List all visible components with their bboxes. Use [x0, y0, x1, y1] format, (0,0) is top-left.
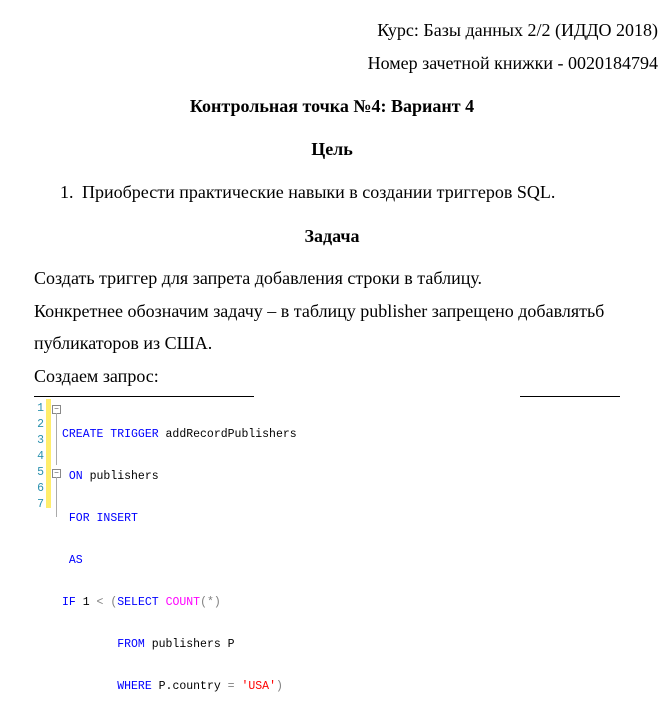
line-number: 6 — [37, 482, 44, 495]
code-line — [62, 679, 297, 695]
code-token: publishers — [82, 470, 159, 483]
code-line — [62, 553, 297, 569]
code-token: ) — [275, 680, 283, 693]
code-token: P.country — [151, 680, 228, 693]
course-line: Курс: Базы данных 2/2 (ИДДО 2018) — [377, 20, 658, 40]
code-token: FOR INSERT — [68, 512, 138, 525]
code-token: COUNT — [158, 596, 201, 609]
code-token: WHERE — [117, 680, 152, 693]
collapse-icon[interactable]: − — [52, 469, 61, 478]
line-number: 2 — [37, 418, 44, 431]
code-token — [62, 680, 117, 693]
underline-right — [520, 396, 620, 397]
line-number-gutter — [32, 401, 44, 513]
code-line — [62, 511, 297, 527]
code-token: FROM — [117, 638, 145, 651]
document-title: Контрольная точка №4: Вариант 4 — [189, 96, 475, 116]
code-token: addRecordPublishers — [158, 428, 297, 441]
code-token: 'USA' — [234, 680, 276, 693]
collapse-icon[interactable]: − — [52, 405, 61, 414]
fold-guide — [56, 413, 57, 465]
line-number: 1 — [37, 402, 44, 415]
code-line — [62, 427, 297, 443]
task-paragraph-4: Создаем запрос: — [34, 366, 159, 386]
change-indicator-bar — [46, 399, 51, 508]
goal-list-item — [60, 182, 555, 203]
code-lines[interactable] — [62, 401, 297, 721]
line-number: 5 — [37, 466, 44, 479]
code-token: ON — [68, 470, 83, 483]
code-token: CREATE TRIGGER — [62, 428, 159, 441]
line-number: 4 — [37, 450, 44, 463]
code-token — [62, 638, 117, 651]
code-token: (*) — [200, 596, 221, 609]
line-number: 3 — [37, 434, 44, 447]
code-token: SELECT — [117, 596, 159, 609]
task-heading: Задача — [304, 226, 360, 246]
goal-heading: Цель — [311, 139, 353, 159]
code-token: publishers P — [144, 638, 235, 651]
code-line — [62, 595, 297, 611]
code-token: 1 — [75, 596, 97, 609]
code-token: = — [227, 680, 235, 693]
code-token: ( — [103, 596, 118, 609]
line-number: 7 — [37, 498, 44, 511]
task-paragraph-2: Конкретнее обозначим задачу – в таблицу publisher запрещено добавлятьб — [34, 301, 605, 321]
list-number: 1. — [60, 182, 74, 202]
code-line — [62, 469, 297, 485]
code-token: IF — [62, 596, 76, 609]
fold-guide — [56, 477, 57, 517]
underline-left — [34, 396, 254, 397]
code-token: < — [96, 596, 104, 609]
task-paragraph-1: Создать триггер для запрета добавления строки в таблицу. — [34, 268, 483, 288]
code-line — [62, 637, 297, 653]
code-token: AS — [68, 554, 83, 567]
task-paragraph-3: публикаторов из США. — [34, 333, 213, 353]
code-block — [32, 399, 622, 693]
record-book-line: Номер зачетной книжки - 0020184794 — [367, 53, 658, 73]
list-item-text: Приобрести практические навыки в создании триггеров SQL. — [82, 182, 556, 202]
